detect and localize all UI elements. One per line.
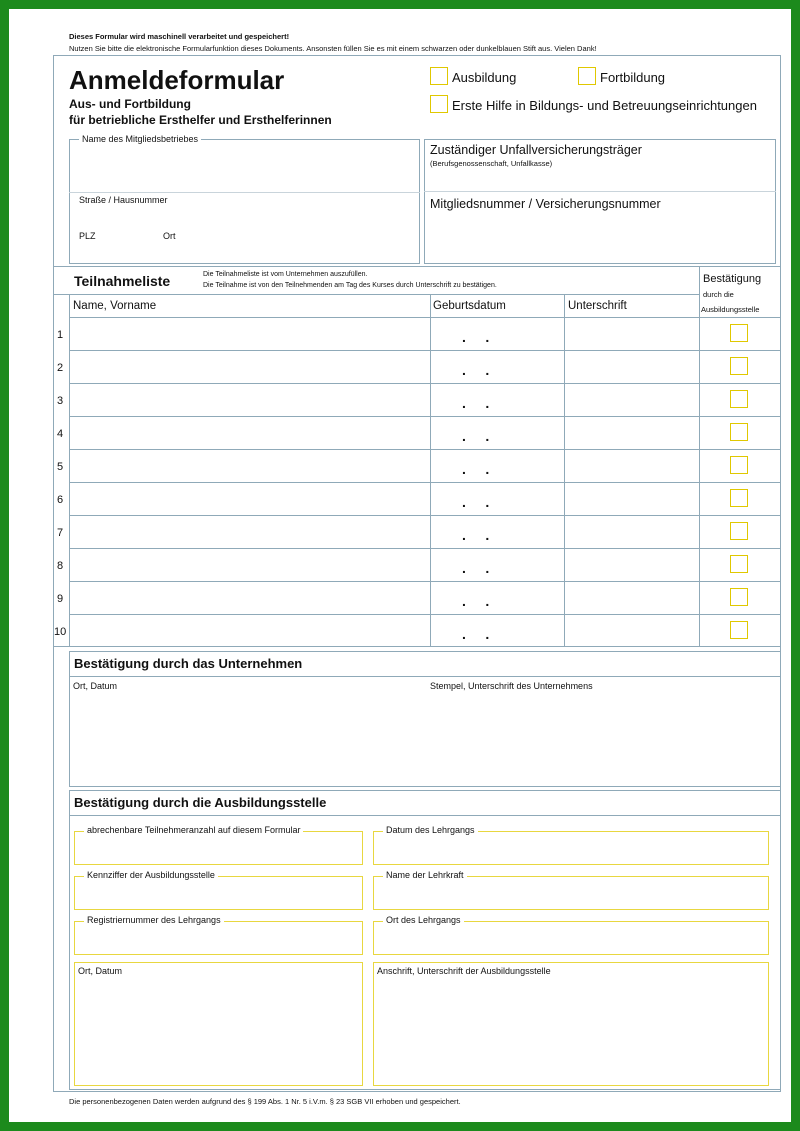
row-number: 4 bbox=[57, 428, 64, 440]
row-number: 2 bbox=[57, 362, 64, 374]
confirm-column-title: Bestätigung bbox=[703, 273, 762, 285]
erste-hilfe-label: Erste Hilfe in Bildungs- und Betreuungseinrichtungen bbox=[452, 98, 757, 113]
participant-list-title: Teilnahmeliste bbox=[74, 273, 171, 289]
row-number: 7 bbox=[57, 527, 64, 539]
training-confirmation-title: Bestätigung durch die Ausbildungsstelle bbox=[74, 795, 327, 810]
confirm-checkbox[interactable] bbox=[730, 324, 748, 342]
date-separator: . . bbox=[462, 329, 490, 345]
erste-hilfe-checkbox[interactable] bbox=[430, 95, 448, 113]
date-separator: . . bbox=[462, 560, 490, 576]
privacy-footer: Die personenbezogenen Daten werden aufgrund des § 199 Abs. 1 Nr. 5 i.V.m. § 23 SGB VII erhoben und gespeichert. bbox=[69, 1097, 461, 1106]
date-separator: . . bbox=[462, 626, 490, 642]
training-signature-field[interactable] bbox=[373, 962, 769, 1086]
date-separator: . . bbox=[462, 395, 490, 411]
date-separator: . . bbox=[462, 461, 490, 477]
registration-number-label: Registriernummer des Lehrgangs bbox=[84, 915, 224, 925]
date-separator: . . bbox=[462, 362, 490, 378]
confirm-column-sub-1: durch die bbox=[703, 290, 734, 299]
column-header-signature: Unterschrift bbox=[568, 300, 627, 312]
ausbildung-label: Ausbildung bbox=[452, 70, 517, 85]
course-date-label: Datum des Lehrgangs bbox=[383, 825, 478, 835]
course-place-label: Ort des Lehrgangs bbox=[383, 915, 464, 925]
row-number: 9 bbox=[57, 593, 64, 605]
divider bbox=[424, 191, 776, 192]
row-number: 10 bbox=[54, 626, 67, 638]
billable-participants-field[interactable] bbox=[74, 831, 363, 865]
fortbildung-checkbox[interactable] bbox=[578, 67, 596, 85]
company-confirmation-title: Bestätigung durch das Unternehmen bbox=[74, 656, 303, 671]
street-label: Straße / Hausnummer bbox=[79, 195, 168, 205]
row-line bbox=[69, 548, 781, 549]
training-code-field[interactable] bbox=[74, 876, 363, 910]
confirm-checkbox[interactable] bbox=[730, 555, 748, 573]
billable-participants-label: abrechenbare Teilnehmeranzahl auf diesem Formular bbox=[84, 825, 303, 835]
company-stamp-label: Stempel, Unterschrift des Unternehmens bbox=[430, 681, 593, 691]
form-subtitle-2: für betriebliche Ersthelfer und Ersthelferinnen bbox=[69, 113, 332, 127]
row-number: 5 bbox=[57, 461, 64, 473]
row-line bbox=[69, 614, 781, 615]
column-line bbox=[699, 266, 700, 646]
training-place-date-field[interactable] bbox=[74, 962, 363, 1086]
row-line bbox=[69, 350, 781, 351]
confirm-checkbox[interactable] bbox=[730, 390, 748, 408]
row-line bbox=[69, 581, 781, 582]
column-line bbox=[564, 294, 565, 646]
row-number: 8 bbox=[57, 560, 64, 572]
row-line bbox=[69, 317, 781, 318]
confirm-checkbox[interactable] bbox=[730, 357, 748, 375]
row-number: 1 bbox=[57, 329, 64, 341]
divider bbox=[69, 815, 781, 816]
row-line bbox=[69, 515, 781, 516]
registration-number-field[interactable] bbox=[74, 921, 363, 955]
insurer-subtitle: (Berufsgenossenschaft, Unfallkasse) bbox=[430, 159, 553, 168]
company-name-label: Name des Mitgliedsbetriebes bbox=[79, 134, 201, 144]
confirm-checkbox[interactable] bbox=[730, 621, 748, 639]
teacher-name-label: Name der Lehrkraft bbox=[383, 870, 467, 880]
participant-note-1: Die Teilnahmeliste ist vom Unternehmen auszufüllen. bbox=[203, 271, 368, 278]
divider bbox=[69, 676, 781, 677]
notice-line-2: Nutzen Sie bitte die elektronische Formularfunktion dieses Dokuments. Ansonsten füllen Sie es mit einem schwarzen oder dunkelblauen Stift aus. Vielen Dank! bbox=[69, 44, 597, 53]
course-place-field[interactable] bbox=[373, 921, 769, 955]
column-line bbox=[430, 294, 431, 646]
column-header-birthdate: Geburtsdatum bbox=[433, 300, 506, 312]
member-number-label: Mitgliedsnummer / Versicherungsnummer bbox=[430, 197, 661, 211]
confirm-column-sub-2: Ausbildungsstelle bbox=[701, 305, 760, 314]
date-separator: . . bbox=[462, 494, 490, 510]
notice-line-1: Dieses Formular wird maschinell verarbeitet und gespeichert! bbox=[69, 32, 290, 41]
row-line bbox=[69, 449, 781, 450]
row-line bbox=[69, 383, 781, 384]
fortbildung-label: Fortbildung bbox=[600, 70, 666, 85]
row-line bbox=[69, 416, 781, 417]
training-code-label: Kennziffer der Ausbildungsstelle bbox=[84, 870, 218, 880]
confirm-checkbox[interactable] bbox=[730, 456, 748, 474]
confirm-checkbox[interactable] bbox=[730, 423, 748, 441]
date-separator: . . bbox=[462, 593, 490, 609]
form-page bbox=[9, 9, 791, 1122]
divider bbox=[53, 266, 781, 267]
course-date-field[interactable] bbox=[373, 831, 769, 865]
ausbildung-checkbox[interactable] bbox=[430, 67, 448, 85]
insurer-title: Zuständiger Unfallversicherungsträger bbox=[430, 143, 642, 157]
row-number: 3 bbox=[57, 395, 64, 407]
training-place-date-label: Ort, Datum bbox=[78, 966, 123, 976]
divider bbox=[53, 294, 699, 295]
confirm-checkbox[interactable] bbox=[730, 588, 748, 606]
divider bbox=[69, 192, 420, 193]
company-confirmation-box[interactable] bbox=[69, 651, 781, 787]
date-separator: . . bbox=[462, 527, 490, 543]
row-line bbox=[53, 646, 781, 647]
confirm-checkbox[interactable] bbox=[730, 522, 748, 540]
row-line bbox=[69, 482, 781, 483]
company-place-date-label: Ort, Datum bbox=[73, 681, 118, 691]
training-signature-label: Anschrift, Unterschrift der Ausbildungsstelle bbox=[377, 966, 551, 976]
row-number: 6 bbox=[57, 494, 64, 506]
form-title: Anmeldeformular bbox=[69, 65, 285, 95]
confirm-checkbox[interactable] bbox=[730, 489, 748, 507]
plz-label: PLZ bbox=[79, 231, 96, 241]
participant-note-2: Die Teilnahme ist von den Teilnehmenden am Tag des Kurses durch Unterschrift zu bestätigen. bbox=[203, 282, 497, 289]
column-header-name: Name, Vorname bbox=[73, 300, 157, 312]
teacher-name-field[interactable] bbox=[373, 876, 769, 910]
date-separator: . . bbox=[462, 428, 490, 444]
form-subtitle-1: Aus- und Fortbildung bbox=[69, 97, 191, 111]
ort-label: Ort bbox=[163, 231, 176, 241]
